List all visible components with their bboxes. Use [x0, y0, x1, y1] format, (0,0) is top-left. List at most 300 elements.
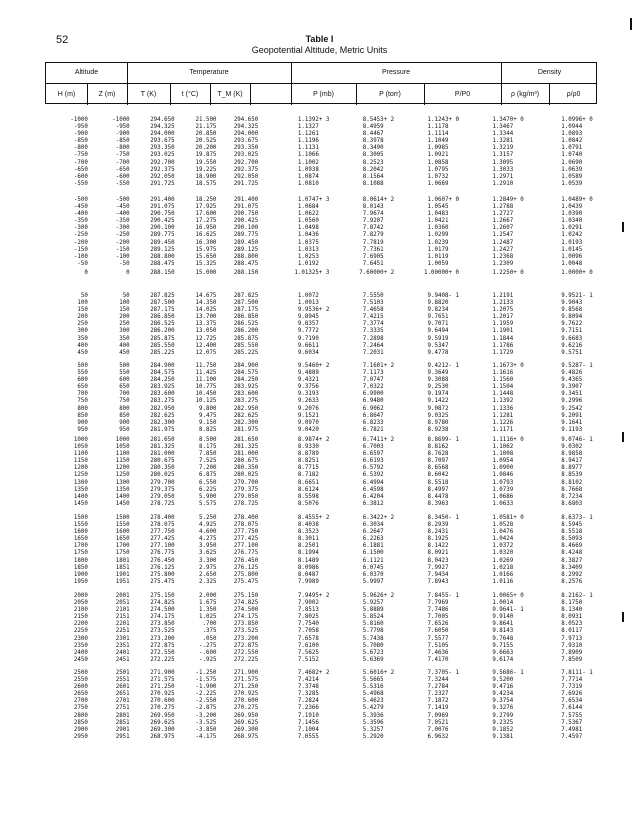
table-cell	[448, 314, 463, 321]
table-cell: - 1	[513, 670, 524, 676]
table-cell: 1.675	[198, 600, 217, 607]
table-cell: 7.1419	[427, 705, 449, 712]
table-cell: + 0	[513, 437, 524, 443]
table-cell: 1.1336	[492, 405, 514, 412]
table-cell	[582, 628, 597, 635]
table-cell: 291.400	[150, 197, 175, 203]
table-cell	[513, 300, 528, 307]
table-cell: 1.0740	[561, 152, 583, 159]
table-cell	[448, 727, 463, 734]
table-cell: 7.9434	[427, 571, 449, 578]
table-cell	[384, 247, 399, 254]
table-row	[45, 515, 597, 522]
table-cell	[384, 550, 399, 557]
table-cell: 9.7772	[297, 328, 319, 335]
table-cell: 1.0795	[427, 166, 449, 173]
table-cell	[384, 705, 399, 712]
table-block	[45, 515, 597, 586]
table-cell: 1300	[115, 479, 130, 486]
table-cell	[319, 384, 334, 391]
table-cell: 2051	[115, 600, 130, 607]
table-cell: + 2	[318, 593, 330, 599]
table-cell	[513, 705, 528, 712]
table-cell	[513, 650, 528, 657]
table-cell: 1.0842	[561, 138, 583, 145]
table-cell: 8.6568	[427, 465, 449, 472]
table-row	[45, 727, 597, 734]
table-cell	[384, 572, 399, 579]
table-cell: 0	[126, 270, 130, 276]
table-cell: 1.0096	[561, 253, 583, 260]
table-cell: 5.7438	[362, 635, 384, 642]
table-cell: 5.6723	[362, 649, 384, 656]
table-cell: 20.850	[195, 131, 217, 138]
header-divider	[46, 83, 596, 84]
table-cell: 7.5105	[427, 642, 449, 649]
table-cell	[513, 321, 528, 328]
table-cell: 283.275	[233, 398, 259, 405]
table-cell: 350	[119, 335, 130, 342]
table-cell: 850	[77, 412, 88, 419]
table-cell: 8.1925	[427, 536, 449, 543]
table-cell: 8.0143	[362, 204, 384, 211]
table-cell: 1700	[73, 543, 88, 550]
table-cell	[319, 536, 334, 543]
table-cell	[448, 465, 463, 472]
table-cell	[582, 232, 597, 239]
table-cell: 8.3978	[362, 138, 384, 145]
table-cell: -3.200	[195, 712, 217, 719]
table-cell: 8.4959	[362, 124, 384, 131]
table-cell: 5.5316	[362, 684, 384, 691]
table-cell: 1.025	[198, 614, 217, 621]
table-cell: 6.7003	[362, 444, 384, 451]
table-cell	[582, 131, 597, 138]
table-cell	[319, 413, 334, 420]
table-cell: 6.0745	[362, 564, 384, 571]
table-cell: 280.350	[150, 465, 175, 472]
table-row	[45, 384, 597, 391]
table-cell: 283.600	[150, 391, 175, 398]
table-cell	[582, 427, 597, 434]
table-cell	[582, 558, 597, 565]
table-cell	[582, 167, 597, 174]
table-cell: -1.900	[195, 684, 217, 691]
table-cell: 1.0581	[492, 515, 514, 521]
table-cell: 1.1392	[492, 398, 514, 405]
table-cell: 1.1673	[492, 363, 514, 369]
table-cell	[319, 558, 334, 565]
table-cell: 274.825	[150, 600, 175, 607]
table-cell	[448, 307, 463, 314]
table-cell	[448, 657, 463, 664]
table-cell: 400	[77, 342, 88, 349]
table-cell: 7.9674	[362, 211, 384, 218]
table-cell	[384, 398, 399, 405]
table-cell: 275.475	[150, 578, 175, 585]
table-cell: 1.2017	[492, 314, 514, 321]
table-cell: 270.925	[150, 691, 175, 698]
table-cell: 1.00000	[424, 270, 449, 276]
table-cell	[513, 240, 528, 247]
table-row	[45, 124, 597, 131]
table-cell: -950	[73, 124, 88, 131]
table-cell: 9.0420	[297, 426, 319, 433]
table-cell: 9.4212	[427, 363, 449, 369]
table-cell: 8.1340	[561, 607, 583, 614]
table-cell: 8.9858	[561, 451, 583, 458]
table-cell	[513, 444, 528, 451]
table-cell: 850	[119, 412, 130, 419]
table-cell: 277.100	[150, 543, 175, 550]
table-row	[45, 607, 597, 614]
table-cell: 7.2784	[427, 684, 449, 691]
table-cell: 7.1004	[297, 726, 319, 733]
table-cell	[448, 398, 463, 405]
table-cell: 7.2824	[297, 698, 319, 705]
table-cell: + 0	[513, 363, 524, 369]
table-cell: -1.250	[195, 670, 217, 676]
table-cell: 8.4555	[297, 515, 319, 521]
table-cell: 5.4623	[362, 698, 384, 705]
table-cell	[448, 720, 463, 727]
table-cell	[513, 657, 528, 664]
table-cell	[448, 691, 463, 698]
table-cell: 750	[119, 398, 130, 405]
table-cell: 272.225	[233, 656, 259, 663]
table-cell: 2250	[73, 628, 88, 635]
table-cell: 2000	[73, 593, 88, 599]
table-cell	[384, 181, 399, 188]
table-cell: 500	[77, 363, 88, 369]
table-cell: 1.0299	[427, 232, 449, 239]
table-cell: 272.550	[233, 649, 259, 656]
table-cell: 9.5200	[492, 677, 514, 684]
table-cell: 9.1381	[492, 733, 514, 740]
table-cell: 2950	[73, 733, 88, 740]
table-cell: 550	[119, 370, 130, 377]
table-cell: 13.050	[195, 328, 217, 335]
table-cell: 350	[77, 335, 88, 342]
table-cell: 6.8647	[362, 412, 384, 419]
table-cell	[448, 614, 463, 621]
table-cell: 100	[77, 300, 88, 307]
table-cell: 294.000	[150, 131, 175, 138]
table-cell: .700	[202, 621, 217, 628]
table-cell: 290.100	[233, 225, 259, 232]
table-cell: 4.275	[198, 536, 217, 543]
table-cell: 1.1560	[492, 377, 514, 384]
table-cell	[513, 529, 528, 536]
table-cell: 290.425	[150, 218, 175, 225]
table-cell: 250	[77, 321, 88, 328]
table-cell	[319, 657, 334, 664]
table-cell	[513, 621, 528, 628]
table-cell: 8.3011	[297, 536, 319, 543]
table-cell: 284.900	[150, 363, 175, 369]
table-cell: 2501	[115, 670, 130, 676]
table-cell: 1500	[115, 515, 130, 521]
table-cell	[384, 427, 399, 434]
table-cell	[384, 529, 399, 536]
table-cell: 8.0423	[427, 557, 449, 564]
table-cell: 7.7540	[297, 621, 319, 628]
table-cell: 8.8789	[297, 451, 319, 458]
table-cell: -750	[115, 152, 130, 159]
table-cell	[448, 261, 463, 268]
table-cell: 8.3523	[297, 529, 319, 536]
table-cell	[582, 543, 597, 550]
table-cell	[448, 384, 463, 391]
table-cell: 8.825	[198, 426, 217, 433]
table-cell: 2601	[115, 684, 130, 691]
table-cell: 10.450	[195, 391, 217, 398]
margin-mark	[622, 222, 624, 232]
table-cell: 950	[119, 426, 130, 433]
table-cell: - 1	[448, 670, 459, 676]
table-cell	[384, 370, 399, 377]
table-cell	[384, 293, 399, 300]
table-cell	[513, 579, 528, 586]
table-cell: 2.650	[198, 571, 217, 578]
table-cell: 1.0483	[427, 211, 449, 218]
table-cell: -1000	[112, 117, 130, 123]
table-row	[45, 261, 597, 268]
table-cell: 5.8524	[362, 614, 384, 621]
table-cell	[384, 391, 399, 398]
table-cell: 1.0639	[561, 166, 583, 173]
table-row	[45, 160, 597, 167]
table-cell: -100	[115, 253, 130, 260]
table-cell	[319, 650, 334, 657]
table-cell: 7.8111	[561, 670, 583, 676]
table-cell	[582, 160, 597, 167]
table-cell: 278.075	[150, 522, 175, 529]
table-cell	[384, 321, 399, 328]
table-cell	[582, 458, 597, 465]
table-cell: 9.2076	[297, 405, 319, 412]
table-cell: -50	[77, 260, 88, 267]
table-cell: 21.500	[195, 117, 217, 123]
table-cell: + 2	[318, 363, 330, 369]
table-cell: -750	[73, 152, 88, 159]
table-cell	[319, 225, 334, 232]
table-cell	[384, 691, 399, 698]
table-cell: 294.325	[150, 124, 175, 131]
table-cell: 1.0390	[561, 211, 583, 218]
table-cell: 6.875	[198, 472, 217, 479]
table-row	[45, 377, 597, 384]
table-cell: 8.9417	[561, 458, 583, 465]
table-cell: 8.7182	[297, 472, 319, 479]
table-cell: 5.7080	[362, 642, 384, 649]
table-row	[45, 406, 597, 413]
table-cell: 9.1974	[427, 391, 449, 398]
table-cell: 1.1504	[492, 384, 514, 391]
table-cell: 8.8102	[561, 479, 583, 486]
table-cell: 10.125	[195, 398, 217, 405]
table-cell: 1.2547	[492, 232, 514, 239]
table-row	[45, 593, 597, 600]
table-cell: 8.3450	[427, 515, 449, 521]
table-cell: 284.250	[233, 377, 259, 384]
table-cell	[319, 614, 334, 621]
table-cell: 1.0938	[297, 166, 319, 173]
table-cell: 2300	[73, 635, 88, 642]
table-cell	[513, 487, 528, 494]
table-cell	[384, 734, 399, 741]
table-cell: 269.300	[150, 726, 175, 733]
table-cell	[384, 336, 399, 343]
table-cell	[582, 487, 597, 494]
table-cell: + 2	[383, 363, 395, 369]
table-cell: -400	[115, 211, 130, 218]
table-cell: 9.3088	[427, 377, 449, 384]
table-cell	[319, 398, 334, 405]
table-cell: 8.0921	[427, 550, 449, 557]
table-cell: 287.825	[150, 293, 175, 299]
table-cell: -850	[115, 138, 130, 145]
table-cell: -500	[73, 197, 88, 203]
table-cell	[319, 480, 334, 487]
group-altitude: Altitude	[74, 69, 99, 76]
table-cell: 6.3812	[362, 500, 384, 507]
table-cell: 291.400	[233, 197, 259, 203]
table-cell	[582, 240, 597, 247]
table-cell: 1.0489	[561, 197, 583, 203]
table-cell: 9.6174	[492, 656, 514, 663]
table-title: Table I	[305, 34, 334, 44]
table-cell: 200	[119, 314, 130, 321]
table-row	[45, 522, 597, 529]
table-cell: 7.4597	[561, 733, 583, 740]
table-cell: 272.875	[233, 642, 259, 649]
table-cell: - 1	[582, 363, 593, 369]
table-cell: -300	[73, 225, 88, 232]
table-cell: 750	[77, 398, 88, 405]
table-cell: -200	[115, 239, 130, 246]
table-cell	[582, 181, 597, 188]
table-cell	[513, 247, 528, 254]
table-cell: 1.0996	[561, 117, 583, 123]
table-cell: 288.800	[233, 253, 259, 260]
table-cell: 7.3285	[297, 691, 319, 698]
table-cell: 9.4826	[561, 370, 583, 377]
table-cell	[582, 300, 597, 307]
table-cell: 1100	[73, 451, 88, 458]
table-row	[45, 413, 597, 420]
table-cell: 270.275	[233, 705, 259, 712]
table-row	[45, 398, 597, 405]
table-cell: 279.700	[150, 479, 175, 486]
table-cell	[582, 501, 597, 508]
table-cell	[384, 307, 399, 314]
table-cell: 1.1327	[297, 124, 319, 131]
table-cell: 8.0931	[561, 614, 583, 621]
table-cell: 289.450	[150, 239, 175, 246]
table-cell: + 0	[582, 270, 593, 276]
table-cell	[319, 565, 334, 572]
table-cell: 450	[77, 349, 88, 356]
table-cell: 7.8742	[362, 225, 384, 232]
table-cell: -.925	[198, 656, 217, 663]
table-cell	[513, 684, 528, 691]
table-cell: 500	[119, 363, 130, 369]
table-cell: 7.8455	[427, 593, 449, 599]
table-cell: 9.1521	[297, 412, 319, 419]
table-cell	[384, 677, 399, 684]
table-cell: 2101	[115, 607, 130, 614]
table-cell: 1500	[73, 515, 88, 521]
table-cell: 281.650	[150, 437, 175, 443]
table-cell	[513, 218, 528, 225]
table-cell: 600	[119, 377, 130, 384]
table-cell: 1.0589	[561, 173, 583, 180]
table-cell: 2851	[115, 719, 130, 726]
table-cell: 273.200	[150, 635, 175, 642]
table-row	[45, 437, 597, 444]
table-cell: 281.325	[150, 444, 175, 451]
table-cell: 1.0436	[297, 232, 319, 239]
table-cell: 15.325	[195, 260, 217, 267]
table-cell	[513, 558, 528, 565]
table-cell: 1.0874	[297, 173, 319, 180]
table-cell	[384, 167, 399, 174]
table-cell: - 1	[448, 515, 459, 521]
table-cell	[384, 406, 399, 413]
table-cell	[319, 124, 334, 131]
table-block	[45, 670, 597, 741]
col-header-h: H (m)	[57, 91, 76, 98]
table-cell: 8.6803	[561, 500, 583, 507]
table-cell: 1.2133	[492, 300, 514, 307]
table-cell: 18.250	[195, 197, 217, 203]
table-cell: 280.350	[233, 465, 259, 472]
table-cell: 1.01325	[294, 270, 319, 276]
table-cell: 1750	[115, 550, 130, 557]
table-cell	[384, 204, 399, 211]
table-cell: 287.175	[150, 307, 175, 314]
table-cell: 1.1178	[427, 124, 449, 131]
table-cell: + 2	[318, 515, 330, 521]
table-cell	[384, 720, 399, 727]
col-header-t-k: T (K)	[140, 91, 157, 98]
table-cell: 292.700	[233, 159, 259, 166]
table-cell: 9.1193	[561, 426, 583, 433]
table-cell: 8.7668	[561, 486, 583, 493]
table-cell	[384, 343, 399, 350]
table-cell: 6.2263	[362, 536, 384, 543]
table-cell: 281.000	[233, 451, 259, 458]
table-cell	[319, 300, 334, 307]
table-cell: 2251	[115, 628, 130, 635]
table-cell: 1.0893	[561, 131, 583, 138]
table-cell: 6.550	[198, 479, 217, 486]
table-cell: 1.1008	[492, 451, 514, 458]
table-cell: 1.2487	[492, 239, 514, 246]
table-cell: 287.175	[233, 307, 259, 314]
table-cell: 15.000	[195, 270, 217, 276]
table-cell: 9.6216	[561, 342, 583, 349]
table-cell: 290.750	[150, 211, 175, 218]
table-cell: 1.2727	[492, 211, 514, 218]
table-cell: 8.1750	[561, 600, 583, 607]
table-cell: 7.6451	[362, 260, 384, 267]
table-cell: 268.975	[150, 733, 175, 740]
table-cell: 9.6683	[561, 335, 583, 342]
table-cell	[448, 677, 463, 684]
table-cell: 276.125	[150, 564, 175, 571]
